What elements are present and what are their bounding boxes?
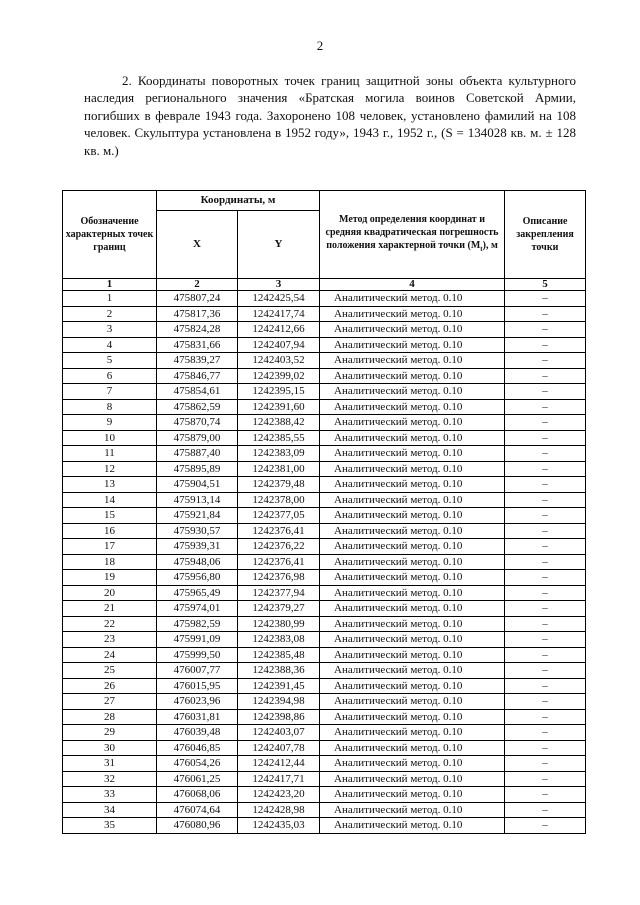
description-cell: – — [505, 446, 586, 462]
table-row — [63, 771, 586, 787]
table-row — [63, 492, 586, 508]
header-method-suffix: ), м — [482, 240, 498, 251]
method-cell: Аналитический метод. 0.10 — [320, 802, 505, 818]
y-coordinate-cell: 1242376,22 — [238, 539, 320, 555]
method-cell: Аналитический метод. 0.10 — [320, 632, 505, 648]
y-coordinate-cell: 1242378,00 — [238, 492, 320, 508]
x-coordinate-cell: 475930,57 — [157, 523, 238, 539]
x-coordinate-cell: 475991,09 — [157, 632, 238, 648]
y-coordinate-cell: 1242425,54 — [238, 291, 320, 307]
method-cell: Аналитический метод. 0.10 — [320, 368, 505, 384]
point-number-cell: 19 — [63, 570, 157, 586]
description-cell: – — [505, 523, 586, 539]
description-cell: – — [505, 368, 586, 384]
coordinates-table — [62, 190, 586, 834]
method-cell: Аналитический метод. 0.10 — [320, 461, 505, 477]
table-row — [63, 399, 586, 415]
y-coordinate-cell: 1242417,74 — [238, 306, 320, 322]
method-cell: Аналитический метод. 0.10 — [320, 694, 505, 710]
x-coordinate-cell: 476054,26 — [157, 756, 238, 772]
point-number-cell: 25 — [63, 663, 157, 679]
y-coordinate-cell: 1242403,52 — [238, 353, 320, 369]
method-cell: Аналитический метод. 0.10 — [320, 353, 505, 369]
point-number-cell: 30 — [63, 740, 157, 756]
point-number-cell: 16 — [63, 523, 157, 539]
x-coordinate-cell: 475956,80 — [157, 570, 238, 586]
x-coordinate-cell: 475913,14 — [157, 492, 238, 508]
table-row — [63, 461, 586, 477]
y-coordinate-cell: 1242379,48 — [238, 477, 320, 493]
description-cell: – — [505, 771, 586, 787]
x-coordinate-cell: 475982,59 — [157, 616, 238, 632]
header-method-sub: t — [480, 245, 483, 253]
method-cell: Аналитический метод. 0.10 — [320, 446, 505, 462]
point-number-cell: 34 — [63, 802, 157, 818]
page-number: 2 — [316, 38, 324, 53]
description-cell: – — [505, 663, 586, 679]
table-row — [63, 616, 586, 632]
x-coordinate-cell: 475831,66 — [157, 337, 238, 353]
method-cell: Аналитический метод. 0.10 — [320, 601, 505, 617]
x-coordinate-cell: 475839,27 — [157, 353, 238, 369]
method-cell: Аналитический метод. 0.10 — [320, 539, 505, 555]
description-cell: – — [505, 415, 586, 431]
method-cell: Аналитический метод. 0.10 — [320, 585, 505, 601]
method-cell: Аналитический метод. 0.10 — [320, 678, 505, 694]
point-number-cell: 4 — [63, 337, 157, 353]
table-row — [63, 678, 586, 694]
x-coordinate-cell: 476007,77 — [157, 663, 238, 679]
description-cell: – — [505, 647, 586, 663]
x-coordinate-cell: 476061,25 — [157, 771, 238, 787]
y-coordinate-cell: 1242385,55 — [238, 430, 320, 446]
table-row — [63, 446, 586, 462]
table-row — [63, 570, 586, 586]
table-row — [63, 523, 586, 539]
method-cell: Аналитический метод. 0.10 — [320, 492, 505, 508]
table-row — [63, 756, 586, 772]
y-coordinate-cell: 1242383,09 — [238, 446, 320, 462]
x-coordinate-cell: 476074,64 — [157, 802, 238, 818]
description-cell: – — [505, 322, 586, 338]
method-cell: Аналитический метод. 0.10 — [320, 337, 505, 353]
y-coordinate-cell: 1242417,71 — [238, 771, 320, 787]
description-cell: – — [505, 632, 586, 648]
y-coordinate-cell: 1242383,08 — [238, 632, 320, 648]
method-cell: Аналитический метод. 0.10 — [320, 477, 505, 493]
table-row — [63, 306, 586, 322]
point-number-cell: 32 — [63, 771, 157, 787]
table-row — [63, 740, 586, 756]
y-coordinate-cell: 1242380,99 — [238, 616, 320, 632]
point-number-cell: 18 — [63, 554, 157, 570]
header-method — [320, 191, 505, 279]
table-row — [63, 322, 586, 338]
table-row — [63, 430, 586, 446]
y-coordinate-cell: 1242377,94 — [238, 585, 320, 601]
table-row — [63, 353, 586, 369]
method-cell: Аналитический метод. 0.10 — [320, 430, 505, 446]
column-number-row — [63, 279, 586, 291]
point-number-cell: 24 — [63, 647, 157, 663]
method-cell: Аналитический метод. 0.10 — [320, 756, 505, 772]
table-row — [63, 632, 586, 648]
table-row — [63, 291, 586, 307]
y-coordinate-cell: 1242391,45 — [238, 678, 320, 694]
x-coordinate-cell: 476068,06 — [157, 787, 238, 803]
table-row — [63, 554, 586, 570]
description-cell: – — [505, 337, 586, 353]
method-cell: Аналитический метод. 0.10 — [320, 291, 505, 307]
point-number-cell: 13 — [63, 477, 157, 493]
point-number-cell: 15 — [63, 508, 157, 524]
point-number-cell: 29 — [63, 725, 157, 741]
y-coordinate-cell: 1242388,42 — [238, 415, 320, 431]
y-coordinate-cell: 1242391,60 — [238, 399, 320, 415]
table-row — [63, 601, 586, 617]
x-coordinate-cell: 476039,48 — [157, 725, 238, 741]
table-row — [63, 694, 586, 710]
description-cell: – — [505, 570, 586, 586]
point-number-cell: 23 — [63, 632, 157, 648]
x-coordinate-cell: 476023,96 — [157, 694, 238, 710]
y-coordinate-cell: 1242379,27 — [238, 601, 320, 617]
description-cell: – — [505, 461, 586, 477]
description-cell: – — [505, 818, 586, 834]
method-cell: Аналитический метод. 0.10 — [320, 570, 505, 586]
point-number-cell: 20 — [63, 585, 157, 601]
x-coordinate-cell: 475846,77 — [157, 368, 238, 384]
column-number: 3 — [238, 279, 320, 291]
column-number: 1 — [63, 279, 157, 291]
description-cell: – — [505, 787, 586, 803]
header-description: Описание закрепления точки — [505, 191, 586, 279]
description-cell: – — [505, 384, 586, 400]
description-cell: – — [505, 585, 586, 601]
x-coordinate-cell: 475965,49 — [157, 585, 238, 601]
method-cell: Аналитический метод. 0.10 — [320, 322, 505, 338]
y-coordinate-cell: 1242388,36 — [238, 663, 320, 679]
description-cell: – — [505, 306, 586, 322]
table-row — [63, 787, 586, 803]
point-number-cell: 2 — [63, 306, 157, 322]
point-number-cell: 31 — [63, 756, 157, 772]
description-cell: – — [505, 694, 586, 710]
method-cell: Аналитический метод. 0.10 — [320, 709, 505, 725]
method-cell: Аналитический метод. 0.10 — [320, 725, 505, 741]
y-coordinate-cell: 1242407,94 — [238, 337, 320, 353]
description-cell: – — [505, 291, 586, 307]
y-coordinate-cell: 1242403,07 — [238, 725, 320, 741]
y-coordinate-cell: 1242412,44 — [238, 756, 320, 772]
x-coordinate-cell: 476015,95 — [157, 678, 238, 694]
x-coordinate-cell: 475870,74 — [157, 415, 238, 431]
method-cell: Аналитический метод. 0.10 — [320, 554, 505, 570]
intro-text: 2. Координаты поворотных точек границ защитной зоны объекта культурного наследия регионального значения «Братская могила воинов Советской Армии, погибших в феврале 1943 года. Захоронено 108 человек, установлено фамилий на 108 человек. Скульптура установлена в 1952 году», 1943 г., 1952 г., (S = 134028 кв. м. ± 128 кв. м.) — [84, 73, 576, 158]
description-cell: – — [505, 678, 586, 694]
y-coordinate-cell: 1242394,98 — [238, 694, 320, 710]
point-number-cell: 17 — [63, 539, 157, 555]
column-number: 2 — [157, 279, 238, 291]
y-coordinate-cell: 1242412,66 — [238, 322, 320, 338]
description-cell: – — [505, 709, 586, 725]
x-coordinate-cell: 475974,01 — [157, 601, 238, 617]
table-row — [63, 539, 586, 555]
column-number: 5 — [505, 279, 586, 291]
point-number-cell: 35 — [63, 818, 157, 834]
y-coordinate-cell: 1242423,20 — [238, 787, 320, 803]
table-body — [63, 279, 586, 834]
intro-paragraph — [84, 72, 576, 159]
table-row — [63, 585, 586, 601]
x-coordinate-cell: 476046,85 — [157, 740, 238, 756]
point-number-cell: 11 — [63, 446, 157, 462]
x-coordinate-cell: 475921,84 — [157, 508, 238, 524]
x-coordinate-cell: 475862,59 — [157, 399, 238, 415]
method-cell: Аналитический метод. 0.10 — [320, 306, 505, 322]
point-number-cell: 22 — [63, 616, 157, 632]
method-cell: Аналитический метод. 0.10 — [320, 384, 505, 400]
point-number-cell: 33 — [63, 787, 157, 803]
method-cell: Аналитический метод. 0.10 — [320, 616, 505, 632]
method-cell: Аналитический метод. 0.10 — [320, 787, 505, 803]
method-cell: Аналитический метод. 0.10 — [320, 818, 505, 834]
table-row — [63, 337, 586, 353]
description-cell: – — [505, 725, 586, 741]
description-cell: – — [505, 554, 586, 570]
x-coordinate-cell: 475854,61 — [157, 384, 238, 400]
point-number-cell: 7 — [63, 384, 157, 400]
description-cell: – — [505, 477, 586, 493]
point-number-cell: 26 — [63, 678, 157, 694]
y-coordinate-cell: 1242395,15 — [238, 384, 320, 400]
table-row — [63, 802, 586, 818]
description-cell: – — [505, 756, 586, 772]
x-coordinate-cell: 475948,06 — [157, 554, 238, 570]
point-number-cell: 10 — [63, 430, 157, 446]
table-row — [63, 384, 586, 400]
y-coordinate-cell: 1242398,86 — [238, 709, 320, 725]
description-cell: – — [505, 616, 586, 632]
table-row — [63, 663, 586, 679]
table-row — [63, 647, 586, 663]
header-y: Y — [238, 211, 320, 279]
point-number-cell: 27 — [63, 694, 157, 710]
description-cell: – — [505, 492, 586, 508]
point-number-cell: 5 — [63, 353, 157, 369]
table-row — [63, 818, 586, 834]
method-cell: Аналитический метод. 0.10 — [320, 415, 505, 431]
table-row — [63, 508, 586, 524]
column-number: 4 — [320, 279, 505, 291]
x-coordinate-cell: 475999,50 — [157, 647, 238, 663]
description-cell: – — [505, 508, 586, 524]
header-coordinates: Координаты, м — [157, 191, 320, 211]
description-cell: – — [505, 740, 586, 756]
y-coordinate-cell: 1242381,00 — [238, 461, 320, 477]
method-cell: Аналитический метод. 0.10 — [320, 771, 505, 787]
point-number-cell: 12 — [63, 461, 157, 477]
header-x: X — [157, 211, 238, 279]
point-number-cell: 1 — [63, 291, 157, 307]
point-number-cell: 14 — [63, 492, 157, 508]
method-cell: Аналитический метод. 0.10 — [320, 663, 505, 679]
y-coordinate-cell: 1242428,98 — [238, 802, 320, 818]
x-coordinate-cell: 475824,28 — [157, 322, 238, 338]
y-coordinate-cell: 1242385,48 — [238, 647, 320, 663]
table-row — [63, 709, 586, 725]
description-cell: – — [505, 539, 586, 555]
method-cell: Аналитический метод. 0.10 — [320, 523, 505, 539]
table-row — [63, 477, 586, 493]
y-coordinate-cell: 1242376,41 — [238, 523, 320, 539]
table-row — [63, 368, 586, 384]
x-coordinate-cell: 475887,40 — [157, 446, 238, 462]
description-cell: – — [505, 601, 586, 617]
description-cell: – — [505, 430, 586, 446]
table-row — [63, 725, 586, 741]
point-number-cell: 8 — [63, 399, 157, 415]
method-cell: Аналитический метод. 0.10 — [320, 399, 505, 415]
point-number-cell: 6 — [63, 368, 157, 384]
header-point-designation: Обозначение характерных точек границ — [63, 191, 157, 279]
x-coordinate-cell: 476031,81 — [157, 709, 238, 725]
description-cell: – — [505, 353, 586, 369]
y-coordinate-cell: 1242376,41 — [238, 554, 320, 570]
x-coordinate-cell: 476080,96 — [157, 818, 238, 834]
method-cell: Аналитический метод. 0.10 — [320, 740, 505, 756]
x-coordinate-cell: 475939,31 — [157, 539, 238, 555]
x-coordinate-cell: 475895,89 — [157, 461, 238, 477]
description-cell: – — [505, 399, 586, 415]
method-cell: Аналитический метод. 0.10 — [320, 647, 505, 663]
point-number-cell: 3 — [63, 322, 157, 338]
description-cell: – — [505, 802, 586, 818]
y-coordinate-cell: 1242376,98 — [238, 570, 320, 586]
point-number-cell: 21 — [63, 601, 157, 617]
x-coordinate-cell: 475807,24 — [157, 291, 238, 307]
x-coordinate-cell: 475879,00 — [157, 430, 238, 446]
method-cell: Аналитический метод. 0.10 — [320, 508, 505, 524]
x-coordinate-cell: 475817,36 — [157, 306, 238, 322]
x-coordinate-cell: 475904,51 — [157, 477, 238, 493]
header-method-text: Метод определения координат и средняя квадратическая погрешность положения характерной точки (M — [325, 214, 499, 251]
y-coordinate-cell: 1242407,78 — [238, 740, 320, 756]
point-number-cell: 9 — [63, 415, 157, 431]
point-number-cell: 28 — [63, 709, 157, 725]
y-coordinate-cell: 1242377,05 — [238, 508, 320, 524]
table-row — [63, 415, 586, 431]
y-coordinate-cell: 1242399,02 — [238, 368, 320, 384]
y-coordinate-cell: 1242435,03 — [238, 818, 320, 834]
